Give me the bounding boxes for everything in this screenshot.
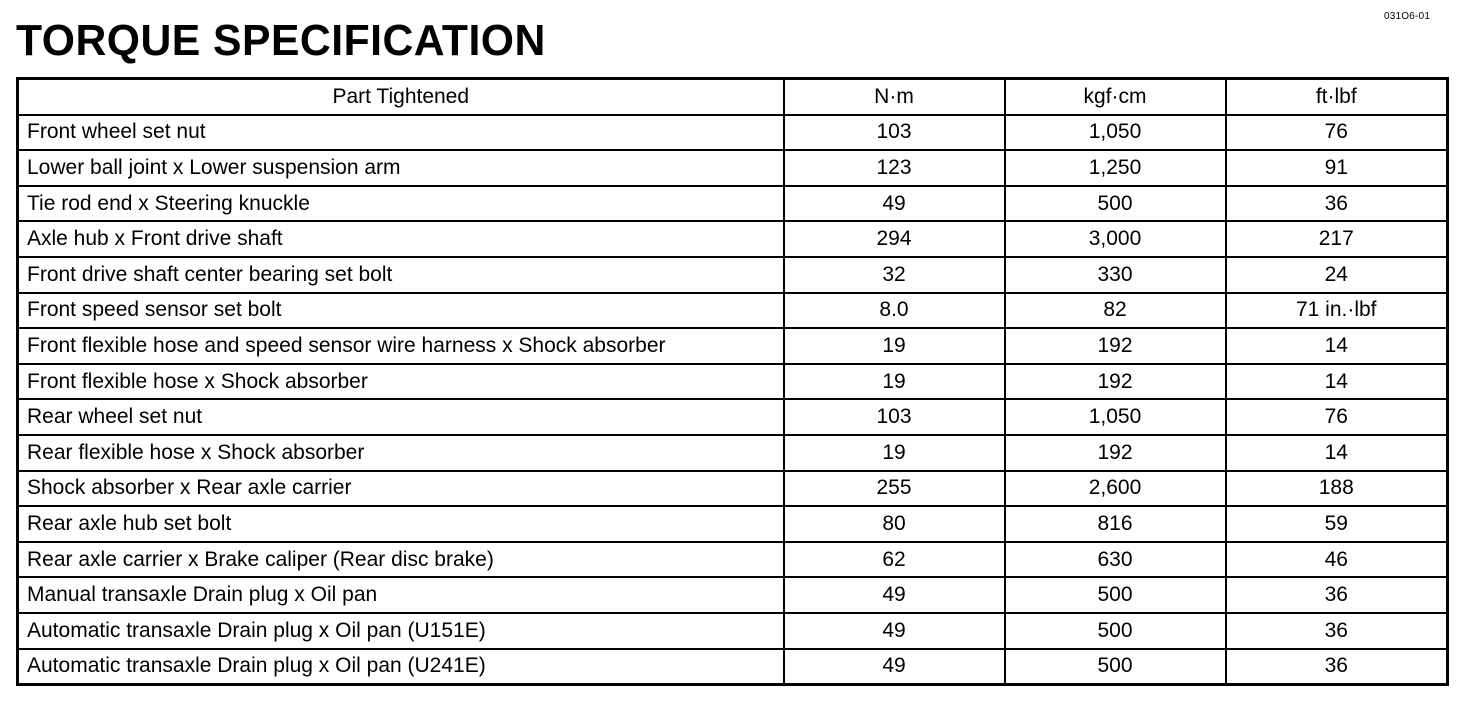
cell-ft-lbf: 188 (1226, 471, 1448, 507)
cell-nm: 103 (784, 115, 1005, 151)
table-row (18, 613, 1448, 649)
table-row (18, 328, 1448, 364)
table-row (18, 649, 1448, 685)
cell-nm: 49 (784, 186, 1005, 222)
cell-part: Shock absorber x Rear axle carrier (18, 471, 784, 507)
cell-kgf-cm: 1,050 (1005, 115, 1226, 151)
cell-nm: 32 (784, 257, 1005, 293)
cell-nm: 8.0 (784, 293, 1005, 329)
cell-nm: 19 (784, 328, 1005, 364)
table-row (18, 150, 1448, 186)
cell-ft-lbf: 36 (1226, 186, 1448, 222)
cell-kgf-cm: 3,000 (1005, 221, 1226, 257)
cell-nm: 103 (784, 399, 1005, 435)
cell-kgf-cm: 192 (1005, 364, 1226, 400)
cell-kgf-cm: 500 (1005, 649, 1226, 685)
cell-part: Automatic transaxle Drain plug x Oil pan (U151E) (18, 613, 784, 649)
cell-part: Tie rod end x Steering knuckle (18, 186, 784, 222)
table-row (18, 293, 1448, 329)
cell-nm: 19 (784, 364, 1005, 400)
cell-part: Automatic transaxle Drain plug x Oil pan (U241E) (18, 649, 784, 685)
torque-spec-table (16, 77, 1449, 686)
table-row (18, 257, 1448, 293)
table-row (18, 399, 1448, 435)
cell-ft-lbf: 14 (1226, 435, 1448, 471)
header-part-tightened: Part Tightened (18, 79, 784, 115)
cell-ft-lbf: 36 (1226, 649, 1448, 685)
table-body (18, 115, 1448, 685)
cell-kgf-cm: 330 (1005, 257, 1226, 293)
cell-part: Rear axle hub set bolt (18, 506, 784, 542)
cell-kgf-cm: 500 (1005, 577, 1226, 613)
cell-kgf-cm: 192 (1005, 328, 1226, 364)
table-row (18, 435, 1448, 471)
table-row (18, 115, 1448, 151)
table-row (18, 186, 1448, 222)
cell-kgf-cm: 82 (1005, 293, 1226, 329)
document-code: 031O6-01 (1384, 11, 1431, 22)
cell-ft-lbf: 36 (1226, 613, 1448, 649)
cell-nm: 49 (784, 577, 1005, 613)
cell-part: Front speed sensor set bolt (18, 293, 784, 329)
cell-part: Front flexible hose x Shock absorber (18, 364, 784, 400)
header-ft-lbf: ft·lbf (1226, 79, 1448, 115)
cell-kgf-cm: 500 (1005, 613, 1226, 649)
cell-kgf-cm: 1,050 (1005, 399, 1226, 435)
table-row (18, 577, 1448, 613)
cell-kgf-cm: 630 (1005, 542, 1226, 578)
cell-kgf-cm: 816 (1005, 506, 1226, 542)
cell-part: Axle hub x Front drive shaft (18, 221, 784, 257)
cell-ft-lbf: 46 (1226, 542, 1448, 578)
cell-ft-lbf: 76 (1226, 399, 1448, 435)
cell-ft-lbf: 91 (1226, 150, 1448, 186)
cell-kgf-cm: 192 (1005, 435, 1226, 471)
cell-kgf-cm: 1,250 (1005, 150, 1226, 186)
table-row (18, 506, 1448, 542)
cell-part: Manual transaxle Drain plug x Oil pan (18, 577, 784, 613)
cell-kgf-cm: 2,600 (1005, 471, 1226, 507)
cell-ft-lbf: 36 (1226, 577, 1448, 613)
cell-nm: 123 (784, 150, 1005, 186)
cell-ft-lbf: 14 (1226, 364, 1448, 400)
cell-ft-lbf: 14 (1226, 328, 1448, 364)
table-row (18, 364, 1448, 400)
cell-part: Front wheel set nut (18, 115, 784, 151)
table-row (18, 542, 1448, 578)
cell-nm: 294 (784, 221, 1005, 257)
header-kgf-cm: kgf·cm (1005, 79, 1226, 115)
cell-part: Front drive shaft center bearing set bolt (18, 257, 784, 293)
header-nm: N·m (784, 79, 1005, 115)
cell-ft-lbf: 59 (1226, 506, 1448, 542)
cell-nm: 49 (784, 613, 1005, 649)
cell-nm: 19 (784, 435, 1005, 471)
cell-nm: 49 (784, 649, 1005, 685)
table-header-row (18, 79, 1448, 115)
cell-nm: 62 (784, 542, 1005, 578)
cell-nm: 255 (784, 471, 1005, 507)
cell-nm: 80 (784, 506, 1005, 542)
cell-part: Lower ball joint x Lower suspension arm (18, 150, 784, 186)
table-row (18, 221, 1448, 257)
cell-ft-lbf: 217 (1226, 221, 1448, 257)
cell-ft-lbf: 76 (1226, 115, 1448, 151)
cell-part: Front flexible hose and speed sensor wire harness x Shock absorber (18, 328, 784, 364)
cell-ft-lbf: 71 in.·lbf (1226, 293, 1448, 329)
cell-part: Rear axle carrier x Brake caliper (Rear disc brake) (18, 542, 784, 578)
table-row (18, 471, 1448, 507)
page-title: TORQUE SPECIFICATION (16, 16, 546, 65)
cell-part: Rear wheel set nut (18, 399, 784, 435)
cell-ft-lbf: 24 (1226, 257, 1448, 293)
cell-kgf-cm: 500 (1005, 186, 1226, 222)
cell-part: Rear flexible hose x Shock absorber (18, 435, 784, 471)
